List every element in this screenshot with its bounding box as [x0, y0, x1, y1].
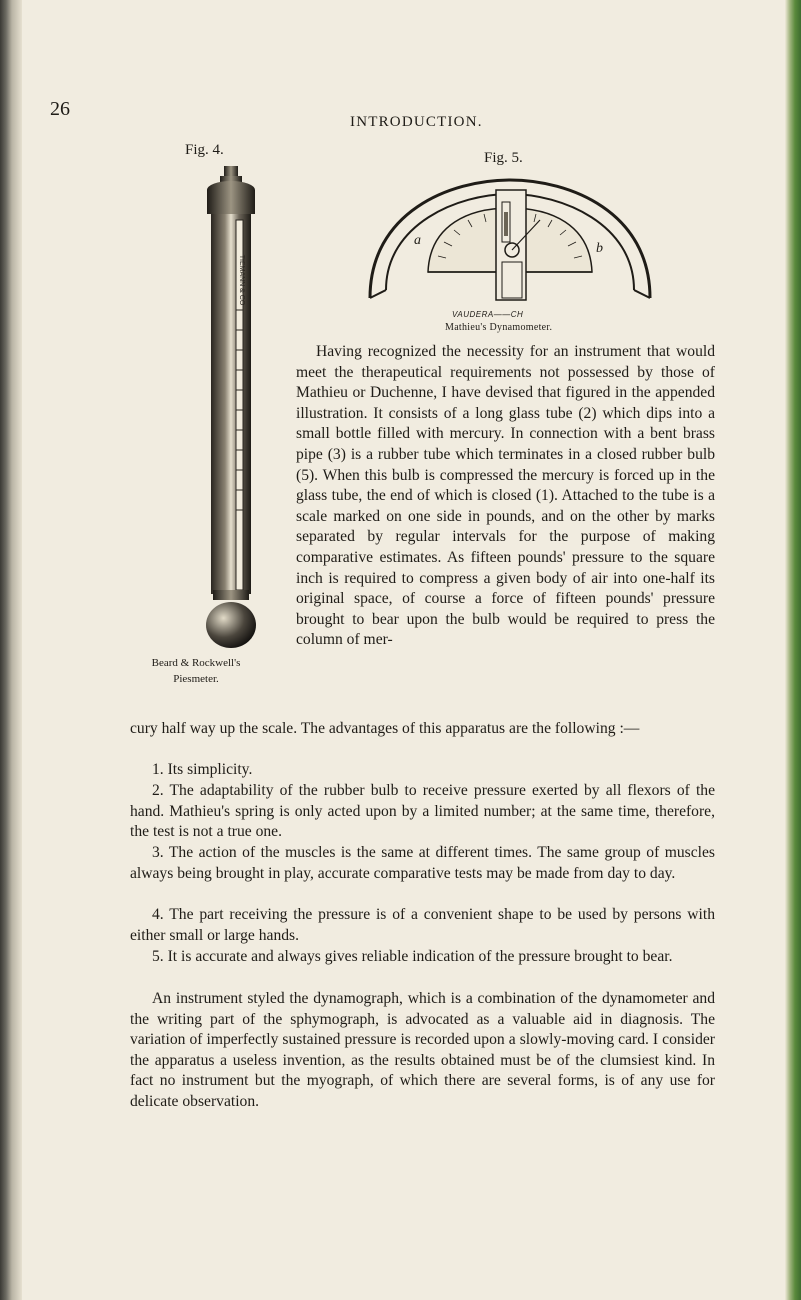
intro-paragraph-part1: Having recognized the necessity for an instrument that would meet the therapeutical requirements not possessed by those of Mathieu or Duchenne, I have devised that figured in the appended illustration. It consists of a long glass tube (2) which dips into a small bottle filled with mercury. In connection with a bent brass pipe (3) is a rubber tube which terminates in a closed rubber bulb (5). When this bulb is compressed the mercury is forced up in the glass tube, the end of which is closed (1). Attached to the tube is a scale marked on one side in pounds, and on the other by marks separated by regular intervals for the purpose of making comparative estimates. As fifteen pounds' pressure to the square inch is required to compress a given body of air into one-half its original space, of course a force of fifteen pounds' pressure brought to bear upon the bulb would be required to press the column of mer-: [296, 343, 715, 649]
letter-b: b: [596, 241, 603, 256]
intro-paragraph-part2: cury half way up the scale. The advantages of this apparatus are the following :—: [130, 720, 640, 737]
fig5-caption: Mathieu's Dynamometer.: [445, 322, 553, 333]
list-item: 5. It is accurate and always gives reliable indication of the pressure brought to bear.: [152, 948, 673, 965]
letter-a: a: [414, 233, 421, 248]
fig4-label: Fig. 4.: [185, 142, 224, 158]
page-number: 26: [50, 98, 70, 120]
binding-edge-right: [785, 0, 801, 1300]
binding-edge-left: [0, 0, 22, 1300]
list-item: 2. The adaptability of the rubber bulb to receive pressure exerted by all flexors of the hand. Mathieu's spring is only acted upon by a limited number; at the same time, therefore, the test is not a true one.: [130, 782, 715, 841]
closing-paragraph: An instrument styled the dynamograph, which is a combination of the dynamometer and the writing part of the sphymograph, is advocated as a valuable aid in diagnosis. The variation of imperfectly sustained pressure is recorded upon a slowly-moving card. I consider the apparatus a useless invention, as the results obtained must be of the clumsiest kind. In fact no instrument but the myograph, of which there are several forms, is of any use for delicate observation.: [130, 990, 715, 1110]
dynamometer-illustration: [360, 172, 660, 304]
fig4-caption: [126, 655, 266, 687]
fig5-label: Fig. 5.: [484, 150, 523, 166]
maker-mark: VAUDERA——CH: [452, 310, 524, 319]
list-item: 4. The part receiving the pressure is of a convenient shape to be used by persons with either small or large hands.: [130, 906, 715, 944]
running-head: INTRODUCTION.: [350, 114, 483, 130]
fig4-caption-line1: Beard & Rockwell's: [151, 657, 241, 669]
fig4-caption-line2: Piesmeter.: [173, 673, 219, 685]
list-item: 3. The action of the muscles is the same at different times. The same group of muscles always being brought in play, accurate comparative tests may be made from day to day.: [130, 844, 715, 882]
list-item: 1. Its simplicity.: [152, 761, 253, 778]
piesmeter-illustration: [191, 160, 271, 650]
tube-inscription: TIEMANN & CO: [238, 254, 245, 306]
